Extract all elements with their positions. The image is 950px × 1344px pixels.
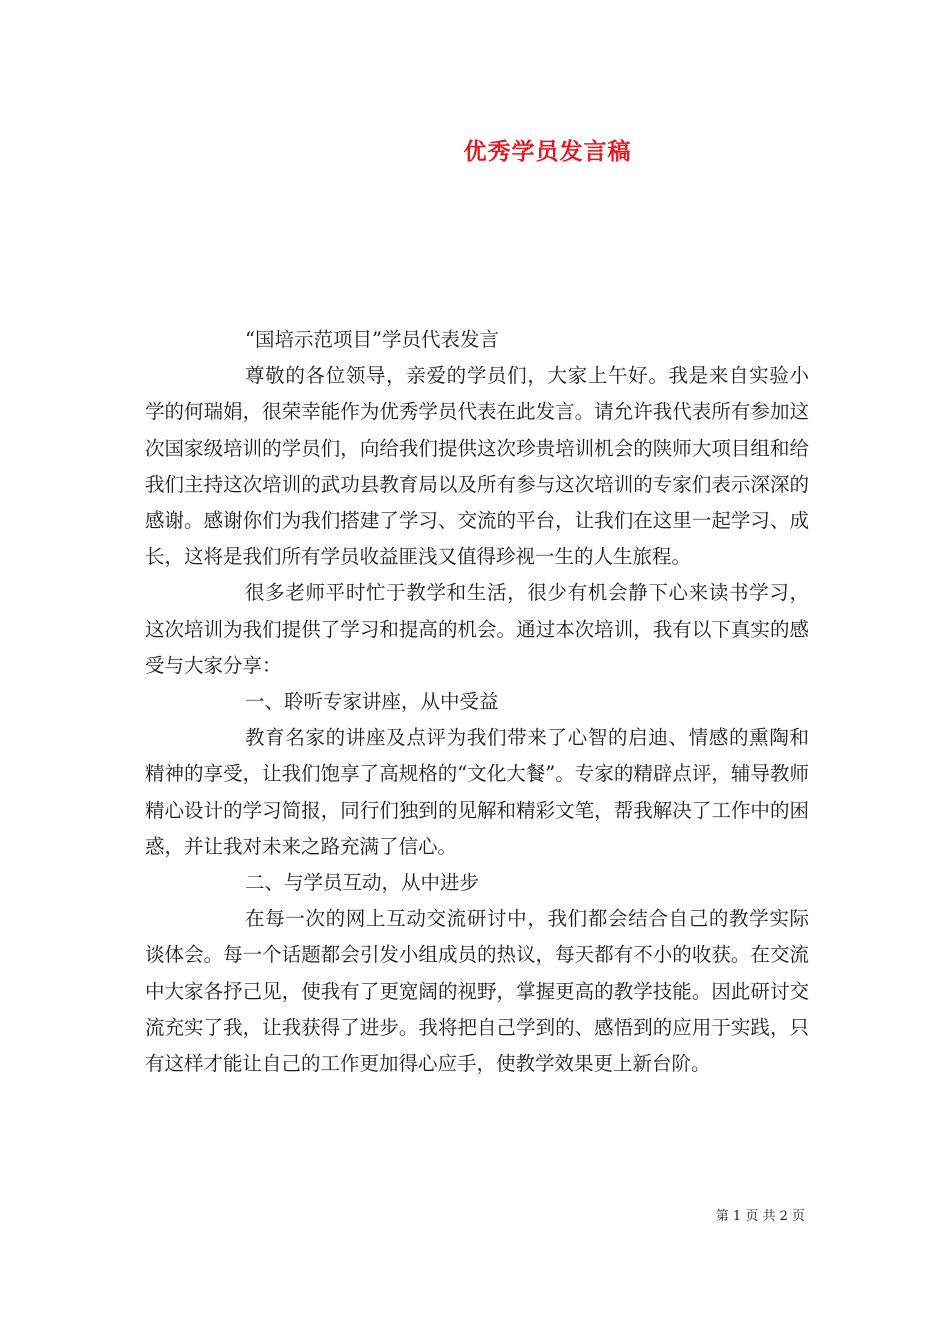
page-number-footer: 第 1 页 共 2 页 (715, 1209, 805, 1224)
paragraph-greeting: 尊敬的各位领导，亲爱的学员们，大家上午好。我是来自实验小学的何瑞娟，很荣幸能作为优秀学员代表在此发言。请允许我代表所有参加这次国家级培训的学员们，向给我们提供这次珍贵培训机会的陕师大项目组和给我们主持这次培训的武功县教育局以及所有参与这次培训的专家们表示深深的感谢。感谢你们为我们搭建了学习、交流的平台，让我们在这里一起学习、成长，这将是我们所有学员收益匪浅又值得珍视一生的人生旅程。 (145, 364, 809, 569)
document-body (145, 322, 809, 1082)
section-heading-1: 一、聆听专家讲座，从中受益 (245, 690, 499, 714)
section-heading-2: 二、与学员互动，从中进步 (245, 871, 480, 895)
paragraph-section-1: 教育名家的讲座及点评为我们带来了心智的启迪、情感的熏陶和精神的享受，让我们饱享了高规格的“文化大餐”。专家的精辟点评，辅导教师精心设计的学习简报，同行们独到的见解和精彩文笔，帮我解决了工作中的困惑，并让我对未来之路充满了信心。 (145, 726, 809, 858)
speech-heading: “国培示范项目”学员代表发言 (245, 328, 499, 351)
document-title: 优秀学员发言稿 (463, 139, 632, 165)
paragraph-section-2: 在每一次的网上互动交流研讨中，我们都会结合自己的教学实际谈体会。每一个话题都会引发小组成员的热议，每天都有不小的收获。在交流中大家各抒己见，使我有了更宽阔的视野，掌握更高的教学技能。因此研讨交流充实了我，让我获得了进步。我将把自己学到的、感悟到的应用于实践，只有这样才能让自己的工作更加得心应手，使教学效果更上新台阶。 (145, 907, 809, 1076)
paragraph-intro: 很多老师平时忙于教学和生活，很少有机会静下心来读书学习，这次培训为我们提供了学习和提高的机会。通过本次培训，我有以下真实的感受与大家分享： (145, 581, 809, 677)
